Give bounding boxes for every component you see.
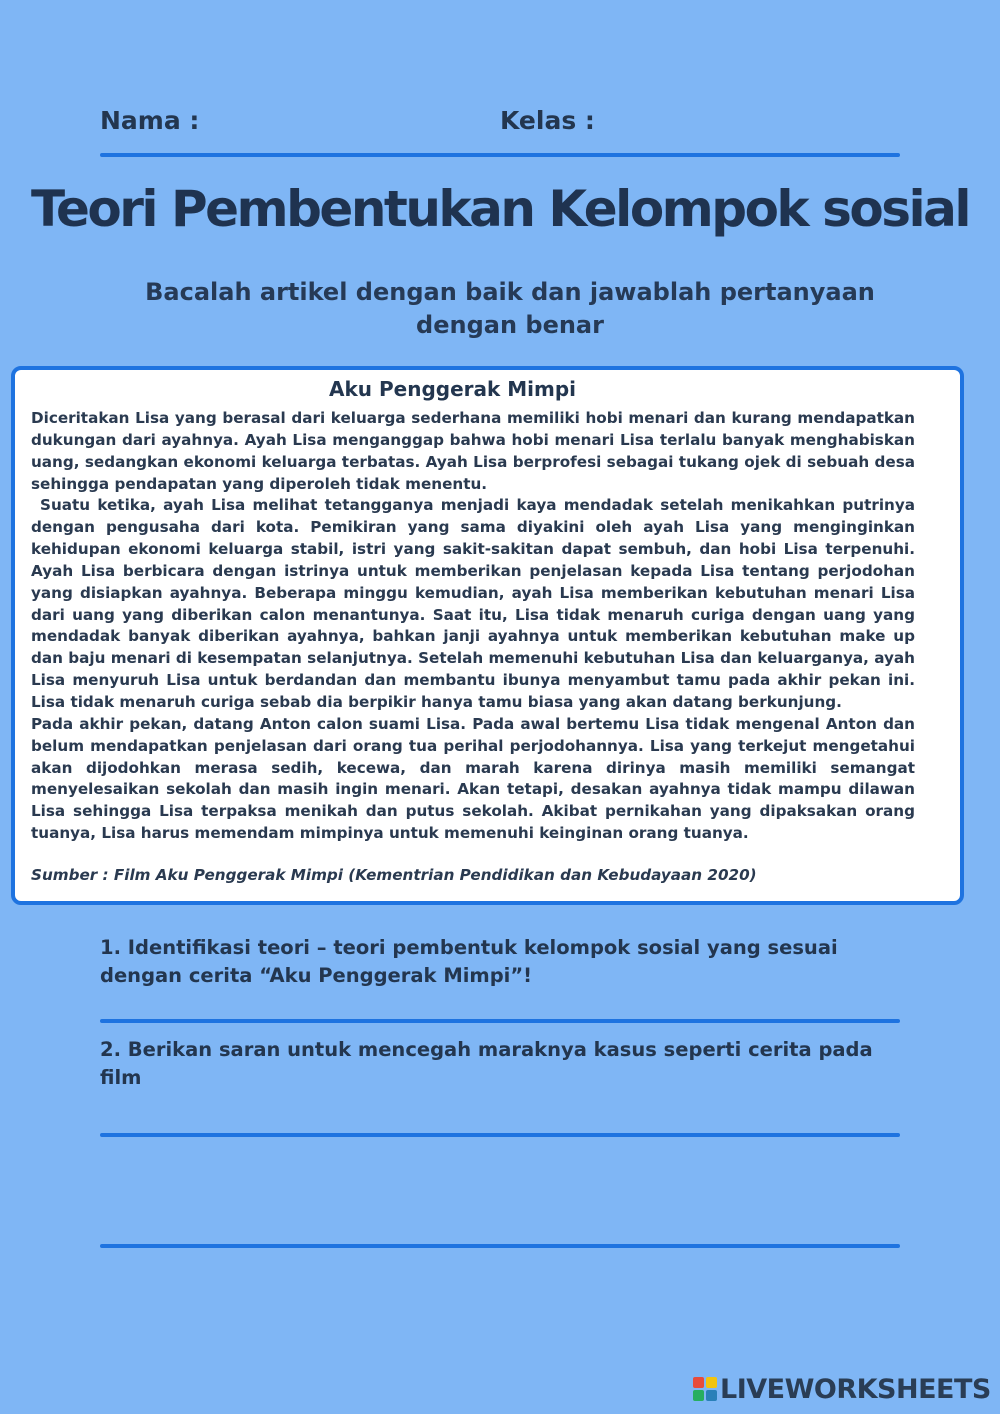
question-2: 2. Berikan saran untuk mencegah maraknya kasus seperti cerita pada film [100,1038,873,1089]
page-title: Teori Pembentukan Kelompok sosial [31,180,969,238]
name-label: Nama : [100,106,200,135]
article-source: Sumber : Film Aku Penggerak Mimpi (Kementrian Pendidikan dan Kebudayaan 2020) [31,866,757,884]
logo-block-yellow [706,1377,717,1388]
answer-2-line-2 [100,1244,900,1248]
name-input[interactable] [200,104,484,140]
logo-text: LIVEWORKSHEETS [720,1373,991,1405]
instructions-text: Bacalah artikel dengan baik dan jawablah pertanyaan dengan benar [145,278,875,339]
class-input[interactable] [595,104,899,140]
article-title: Aku Penggerak Mimpi [329,377,577,401]
answer-2-line-1 [100,1133,900,1137]
logo-block-blue [706,1390,717,1401]
article-paragraph-2: Suatu ketika, ayah Lisa melihat tetangganya menjadi kaya mendadak setelah menikahkan putrinya dengan pengusaha dari kota. Pemikiran yang sama diyakini oleh ayah Lisa yang menginginkan kehidupan ekonomi keluarga stabil, istri yang sakit-sakitan dapat sembuh, dan hobi Lisa terpenuhi. Ayah Lisa berbicara dengan istrinya untuk memberikan penjelasan kepada Lisa tentang perjodohan yang disiapkan ayahnya. Beberapa minggu kemudian, ayah Lisa memberikan kebutuhan menari Lisa dari uang yang diberikan calon menantunya. Saat itu, Lisa tidak menaruh curiga dengan uang yang mendadak banyak diberikan ayahnya, bahkan janji ayahnya untuk memberikan kebutuhan make up dan baju menari di kesempatan selanjutnya. Setelah memenuhi kebutuhan Lisa dan keluarganya, ayah Lisa menyuruh Lisa untuk berdandan dan membantu ibunya menyambut tamu pada akhir pekan ini. Lisa tidak menaruh curiga sebab dia berpikir hanya tamu biasa yang akan datang berkunjung. [31,496,915,711]
article-paragraph-3: Pada akhir pekan, datang Anton calon suami Lisa. Pada awal bertemu Lisa tidak mengenal Anton dan belum mendapatkan penjelasan dari orang tua perihal perjodohannya. Lisa yang terkejut mengetahui akan dijodohkan merasa sedih, kecewa, dan marah karena dirinya masih memiliki semangat menyelesaikan sekolah dan masih ingin menari. Akan tetapi, desakan ayahnya tidak mampu dilawan Lisa sehingga Lisa terpaksa menikah dan putus sekolah. Akibat pernikahan yang dipaksakan orang tuanya, Lisa harus memendam mimpinya untuk memenuhi keinginan orang tuanya. [31,714,915,843]
header-divider [100,153,900,157]
logo-block-red [693,1377,704,1388]
liveworksheets-logo [693,1374,991,1404]
class-label: Kelas : [500,106,595,135]
logo-block-green [693,1390,704,1401]
answer-2-input-extra[interactable] [100,1202,904,1244]
answer-1-line [100,1019,900,1023]
article-body [31,408,915,845]
article-paragraph-1: Diceritakan Lisa yang berasal dari keluarga sederhana memiliki hobi menari dan kurang mendapatkan dukungan dari ayahnya. Ayah Lisa menganggap bahwa hobi menari Lisa terlalu banyak menghabiskan uang, sedangkan ekonomi keluarga terbatas. Ayah Lisa berprofesi sebagai tukang ojek di sebuah desa sehingga pendapatan yang diperoleh tidak menentu. [31,409,915,493]
logo-blocks-icon [693,1377,717,1401]
answer-1-input[interactable] [100,978,904,1020]
question-1: 1. Identifikasi teori – teori pembentuk kelompok sosial yang sesuai dengan cerita “Aku Penggerak Mimpi”! [100,936,838,987]
answer-2-input[interactable] [100,1092,904,1134]
